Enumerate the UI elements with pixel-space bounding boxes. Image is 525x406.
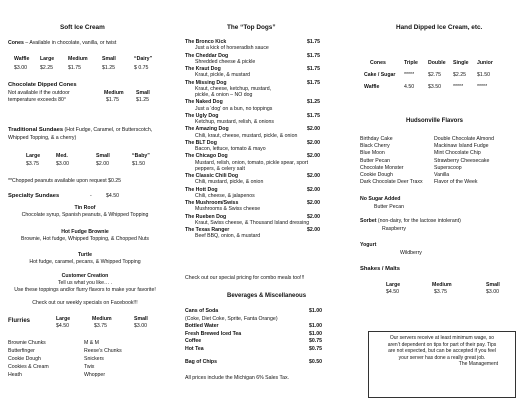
dipped-note: Not available if the outdoor	[8, 90, 70, 96]
flavor-item: Butter Pecan	[360, 157, 390, 164]
hot-dog-price: $2.00	[307, 126, 320, 133]
cones-line	[8, 40, 116, 46]
beverage-name: Cans of Soda	[185, 308, 219, 314]
hot-dog-desc: Chili, mustard, pickle, & onion	[195, 179, 264, 186]
shake-size-price: $3.75	[434, 289, 447, 295]
hand-dipped-title: Hand Dipped Ice Cream, etc.	[396, 24, 483, 31]
hot-dog-name: The BLT Dog	[185, 139, 217, 146]
hard-row-label: Waffle	[364, 84, 380, 90]
cone-size-price: $2.25	[40, 65, 53, 71]
flurry-size-price: $3.00	[134, 323, 147, 329]
shake-size-name: Small	[486, 282, 500, 288]
flurries-title: Flurries	[8, 318, 31, 324]
cones-desc: – Available in chocolate, vanilla, or twist	[23, 40, 117, 46]
tin-roof-title: Tin Roof	[74, 205, 96, 211]
hot-dog-desc: Chili, cheese, & jalapenos	[195, 192, 255, 199]
sundaes-title: Traditional Sundaes	[8, 127, 64, 133]
sundae-size-price: $1.50	[132, 161, 145, 167]
hard-cell: 4.50	[404, 84, 415, 90]
notice-line: your server has done a really great job.	[398, 354, 486, 361]
dipped-note: temperature exceeds 80°	[8, 97, 67, 103]
hard-cell: $1.50	[477, 72, 490, 78]
flavor-item: Dark Chocolate Deer Traxx	[360, 179, 423, 186]
beverage-name: (Coke, Diet Coke, Sprite, Fanta Orange)	[185, 315, 278, 322]
hard-cell: *****	[404, 72, 415, 78]
beverage-name: Hot Tea	[185, 345, 204, 352]
brownie-title: Hot Fudge Brownie	[61, 229, 109, 235]
flurry-flavor: Snickers	[84, 356, 104, 362]
hot-dog-name: The Texas Ranger	[185, 227, 230, 234]
hot-dog-price: $2.00	[307, 173, 320, 180]
hot-dog-desc: Shredded cheese & pickle	[195, 58, 256, 65]
hot-dog-price: $2.00	[307, 139, 320, 146]
turtle-desc: Hot fudge, caramel, pecans, & Whipped Topping	[29, 259, 141, 265]
dipped-size-price: $1.25	[136, 97, 149, 103]
cones-label: Cones	[8, 40, 24, 46]
sorbet-line	[360, 218, 461, 224]
tin-roof-desc: Chocolate syrup, Spanish peanuts, & Whipped Topping	[21, 212, 149, 218]
no-sugar-title: No Sugar Added	[360, 196, 401, 202]
flurry-size-name: Medium	[92, 316, 112, 322]
cone-size-name: Medium	[68, 56, 88, 62]
hot-dog-price: $2.00	[307, 227, 320, 234]
flurry-size-price: $3.75	[94, 323, 107, 329]
hot-dog-name: The Cheddar Dog	[185, 52, 229, 59]
dipped-cones-title: Chocolate Dipped Cones	[8, 82, 77, 88]
flurry-flavor: Heath	[8, 372, 22, 378]
hot-dog-price: $2.00	[307, 153, 320, 160]
cone-size-name: Large	[40, 56, 55, 62]
flavor-item: Superscoop	[434, 164, 462, 171]
notice-line: are not expected, but can be accepted if you feel	[388, 348, 496, 355]
flurry-flavor: Whopper	[84, 372, 106, 378]
beverage-name: Coffee	[185, 338, 202, 344]
cone-size-price: $3.00	[14, 65, 27, 71]
top-dogs-title: The “Top Dogs”	[227, 24, 276, 31]
tax-note: All prices include the Michigan 6% Sales Tax.	[185, 375, 289, 381]
hot-dog-desc: peppers, & celery salt	[195, 165, 245, 172]
hot-dog-price: $1.75	[307, 79, 320, 86]
hot-dog-price: $1.75	[307, 112, 320, 119]
turtle-title: Turtle	[77, 252, 93, 258]
specialty-sundaes-title: Specialty Sundaes	[8, 193, 60, 199]
flurry-size-name: Small	[134, 316, 148, 322]
cone-size-price: $ 0.75	[134, 65, 149, 71]
beverage-price: $0.75	[309, 345, 322, 352]
sundae-size-price: $3.00	[56, 161, 69, 167]
soft-ice-cream-title: Soft Ice Cream	[60, 24, 105, 31]
flurry-flavor: Twix	[84, 364, 95, 370]
hot-dog-desc: Just a ‘dog’ on a bun, no toppings	[195, 105, 273, 112]
hot-dog-desc: Ketchup, mustard, relish, & onions	[195, 119, 275, 126]
soft-ice-cream-column	[6, 0, 164, 406]
beverages-title: Beverages & Miscellaneous	[227, 293, 307, 299]
hot-dog-name: The Ugly Dog	[185, 112, 219, 119]
hot-dog-name: The Naked Dog	[185, 99, 223, 106]
beverage-name: Fresh Brewed Iced Tea	[185, 330, 242, 337]
dipped-size-price: $1.75	[106, 97, 119, 103]
beverage-price: $1.00	[309, 323, 322, 329]
hot-dog-desc: Kraut, cheese, ketchup, mustard,	[195, 85, 272, 92]
customer-creation-desc: Tell us what you like… .	[57, 280, 113, 286]
tipping-notice-box	[368, 331, 516, 398]
hot-dog-name: The Hott Dog	[185, 186, 218, 193]
hot-dog-price: $2.00	[307, 200, 320, 207]
beverage-price: $1.00	[309, 308, 322, 314]
beverage-price: $1.00	[309, 330, 322, 337]
sundaes-desc: (Hot Fudge, Caramel, or Butterscotch,	[63, 127, 153, 133]
hot-dog-price: $1.75	[307, 39, 320, 45]
flavor-item: Cookie Dough	[360, 172, 393, 178]
hard-cell: *****	[453, 84, 464, 90]
beverage-price: $0.75	[309, 338, 322, 344]
flurry-flavor: Cookies & Cream	[8, 364, 49, 370]
flavor-item: Double Chocolate Almond	[434, 136, 494, 142]
sundae-size-price: $3.75	[26, 161, 39, 167]
chips-name: Bag of Chips	[185, 359, 217, 365]
hot-dog-name: The Rueben Dog	[185, 213, 227, 220]
hot-dog-price: $2.00	[307, 213, 320, 220]
hot-dog-name: The Missing Dog	[185, 79, 227, 86]
hard-header: Triple	[404, 60, 418, 66]
hard-header: Double	[428, 60, 446, 66]
specialty-price: $4.50	[106, 193, 119, 199]
flurry-flavor: Brownie Chunks	[8, 340, 46, 346]
hot-dog-name: The Chicago Dog	[185, 153, 228, 160]
flavor-item: Birthday Cake	[360, 136, 393, 142]
cone-size-price: $1.75	[68, 65, 81, 71]
hard-header: Junior	[477, 60, 493, 66]
hot-dog-price: $2.00	[307, 186, 320, 193]
hot-dog-desc: Mustard, relish, onion, tomato, pickle spear, sport	[195, 159, 309, 166]
sundae-size-name: Large	[26, 153, 41, 159]
sorbet-note: (non-dairy, for the lactose intolerant)	[376, 218, 461, 224]
sundaes-line	[8, 127, 152, 133]
sundaes-desc-2: Whipped Topping, & a cherry)	[8, 135, 77, 141]
hudsonville-title: Hudsonville Flavors	[406, 118, 464, 124]
hot-dog-desc: Bacon, lettuce, tomato & mayo	[195, 146, 266, 153]
flurry-size-price: $4.50	[56, 323, 69, 329]
flurry-flavor: M & M	[84, 340, 99, 346]
sundae-size-name: “Baby”	[132, 153, 150, 159]
shake-size-price: $4.50	[386, 289, 399, 295]
hard-cell: $2.75	[428, 72, 441, 78]
customer-creation-title: Customer Creation	[61, 273, 109, 279]
hard-cell: $3.50	[428, 84, 441, 90]
customer-creation-desc: Use these toppings and/or flurry flavors to make your favorite!	[14, 287, 156, 293]
brownie-desc: Brownie, Hot fudge, Whipped Topping, & Chopped Nuts	[21, 236, 149, 242]
cone-size-price: $1.25	[102, 65, 115, 71]
dipped-size-name: Medium	[104, 90, 124, 96]
flavor-item: Chocolate Monster	[360, 164, 404, 171]
dipped-size-name: Small	[136, 90, 150, 96]
hot-dog-name: The Mushroom/Swiss	[185, 200, 239, 207]
hot-dog-price: $1.25	[307, 99, 320, 106]
hard-row-label: Cake / Sugar	[364, 72, 396, 78]
sundae-size-name: Small	[96, 153, 110, 159]
flurry-flavor: Reese’s Chunks	[84, 348, 122, 354]
hot-dog-desc: pickle, & onion – NO dog	[195, 92, 253, 99]
flavor-item: Mackinaw Island Fudge	[434, 143, 489, 150]
top-dogs-column	[183, 0, 333, 406]
facebook-note: Check out our weekly specials on Facebook!!!	[32, 300, 138, 306]
hot-dog-name: The Classic Chili Dog	[185, 173, 239, 180]
hot-dog-name: The Amazing Dog	[185, 126, 229, 133]
cone-size-name: Small	[102, 56, 116, 62]
shake-size-name: Medium	[432, 282, 452, 288]
combo-note: Check out our special pricing for combo meals too!!!	[185, 275, 305, 281]
cone-size-name: “Dairy”	[134, 56, 153, 62]
shake-size-price: $3.00	[486, 289, 499, 295]
hard-header: Cones	[370, 60, 386, 66]
yogurt-title: Yogurt	[360, 242, 377, 248]
flurry-flavor: Cookie Dough	[8, 356, 41, 362]
flavor-item: Strawberry Cheesecake	[434, 157, 490, 164]
hot-dog-name: The Kraut Dog	[185, 66, 221, 72]
flurry-size-name: Large	[56, 316, 71, 322]
hot-dog-price: $1.75	[307, 66, 320, 72]
peanuts-note: **Chopped peanuts available upon request $0.25	[8, 178, 122, 184]
flavor-item: Black Cherry	[360, 143, 390, 150]
hot-dog-price: $1.75	[307, 52, 320, 59]
hard-cell: *****	[477, 84, 488, 90]
beverage-name: Bottled Water	[185, 323, 219, 329]
hot-dog-name: The Bronco Kick	[185, 39, 227, 45]
notice-line: aren’t dependent on tips for part of their pay. Tips	[387, 341, 497, 348]
specialty-dash: -	[90, 193, 92, 199]
hot-dog-desc: Chili, kraut, cheese, mustard, pickle, & onion	[195, 132, 298, 139]
hard-cell: $2.25	[453, 72, 466, 78]
hot-dog-desc: Beef BBQ, onion, & mustard	[195, 233, 261, 240]
sorbet-flavor: Raspberry	[382, 226, 406, 232]
flurry-flavor: Butterfinger	[8, 348, 35, 354]
hot-dog-desc: Just a kick of horseradish sauce	[195, 45, 269, 52]
hard-header: Single	[453, 60, 469, 66]
sundae-size-name: Med.	[56, 153, 68, 159]
sundae-size-price: $2.00	[96, 161, 109, 167]
sorbet-title: Sorbet	[360, 218, 377, 224]
flavor-item: Blue Moon	[360, 150, 385, 157]
flavor-item: Vanilla	[434, 172, 450, 178]
chips-price: $0.50	[309, 359, 322, 365]
shakes-title: Shakes / Malts	[360, 266, 400, 272]
flavor-item: Mint Chocolate Chip	[434, 150, 481, 157]
hot-dog-desc: Kraut, Swiss cheese, & Thousand Island dressing	[195, 219, 310, 226]
flavor-item: Flavor of the Week	[434, 179, 478, 186]
no-sugar-flavor: Butter Pecan	[374, 204, 404, 210]
shake-size-name: Large	[386, 282, 401, 288]
hot-dog-desc: Kraut, pickle, & mustard	[195, 72, 251, 79]
notice-signature: The Management	[458, 361, 498, 368]
notice-line: Our servers receive at least minimum wage, so	[389, 335, 495, 341]
hot-dog-desc: Mushrooms & Swiss cheese	[195, 206, 261, 213]
yogurt-flavor: Wildberry	[400, 250, 422, 256]
cone-size-name: Waffle	[14, 56, 30, 62]
